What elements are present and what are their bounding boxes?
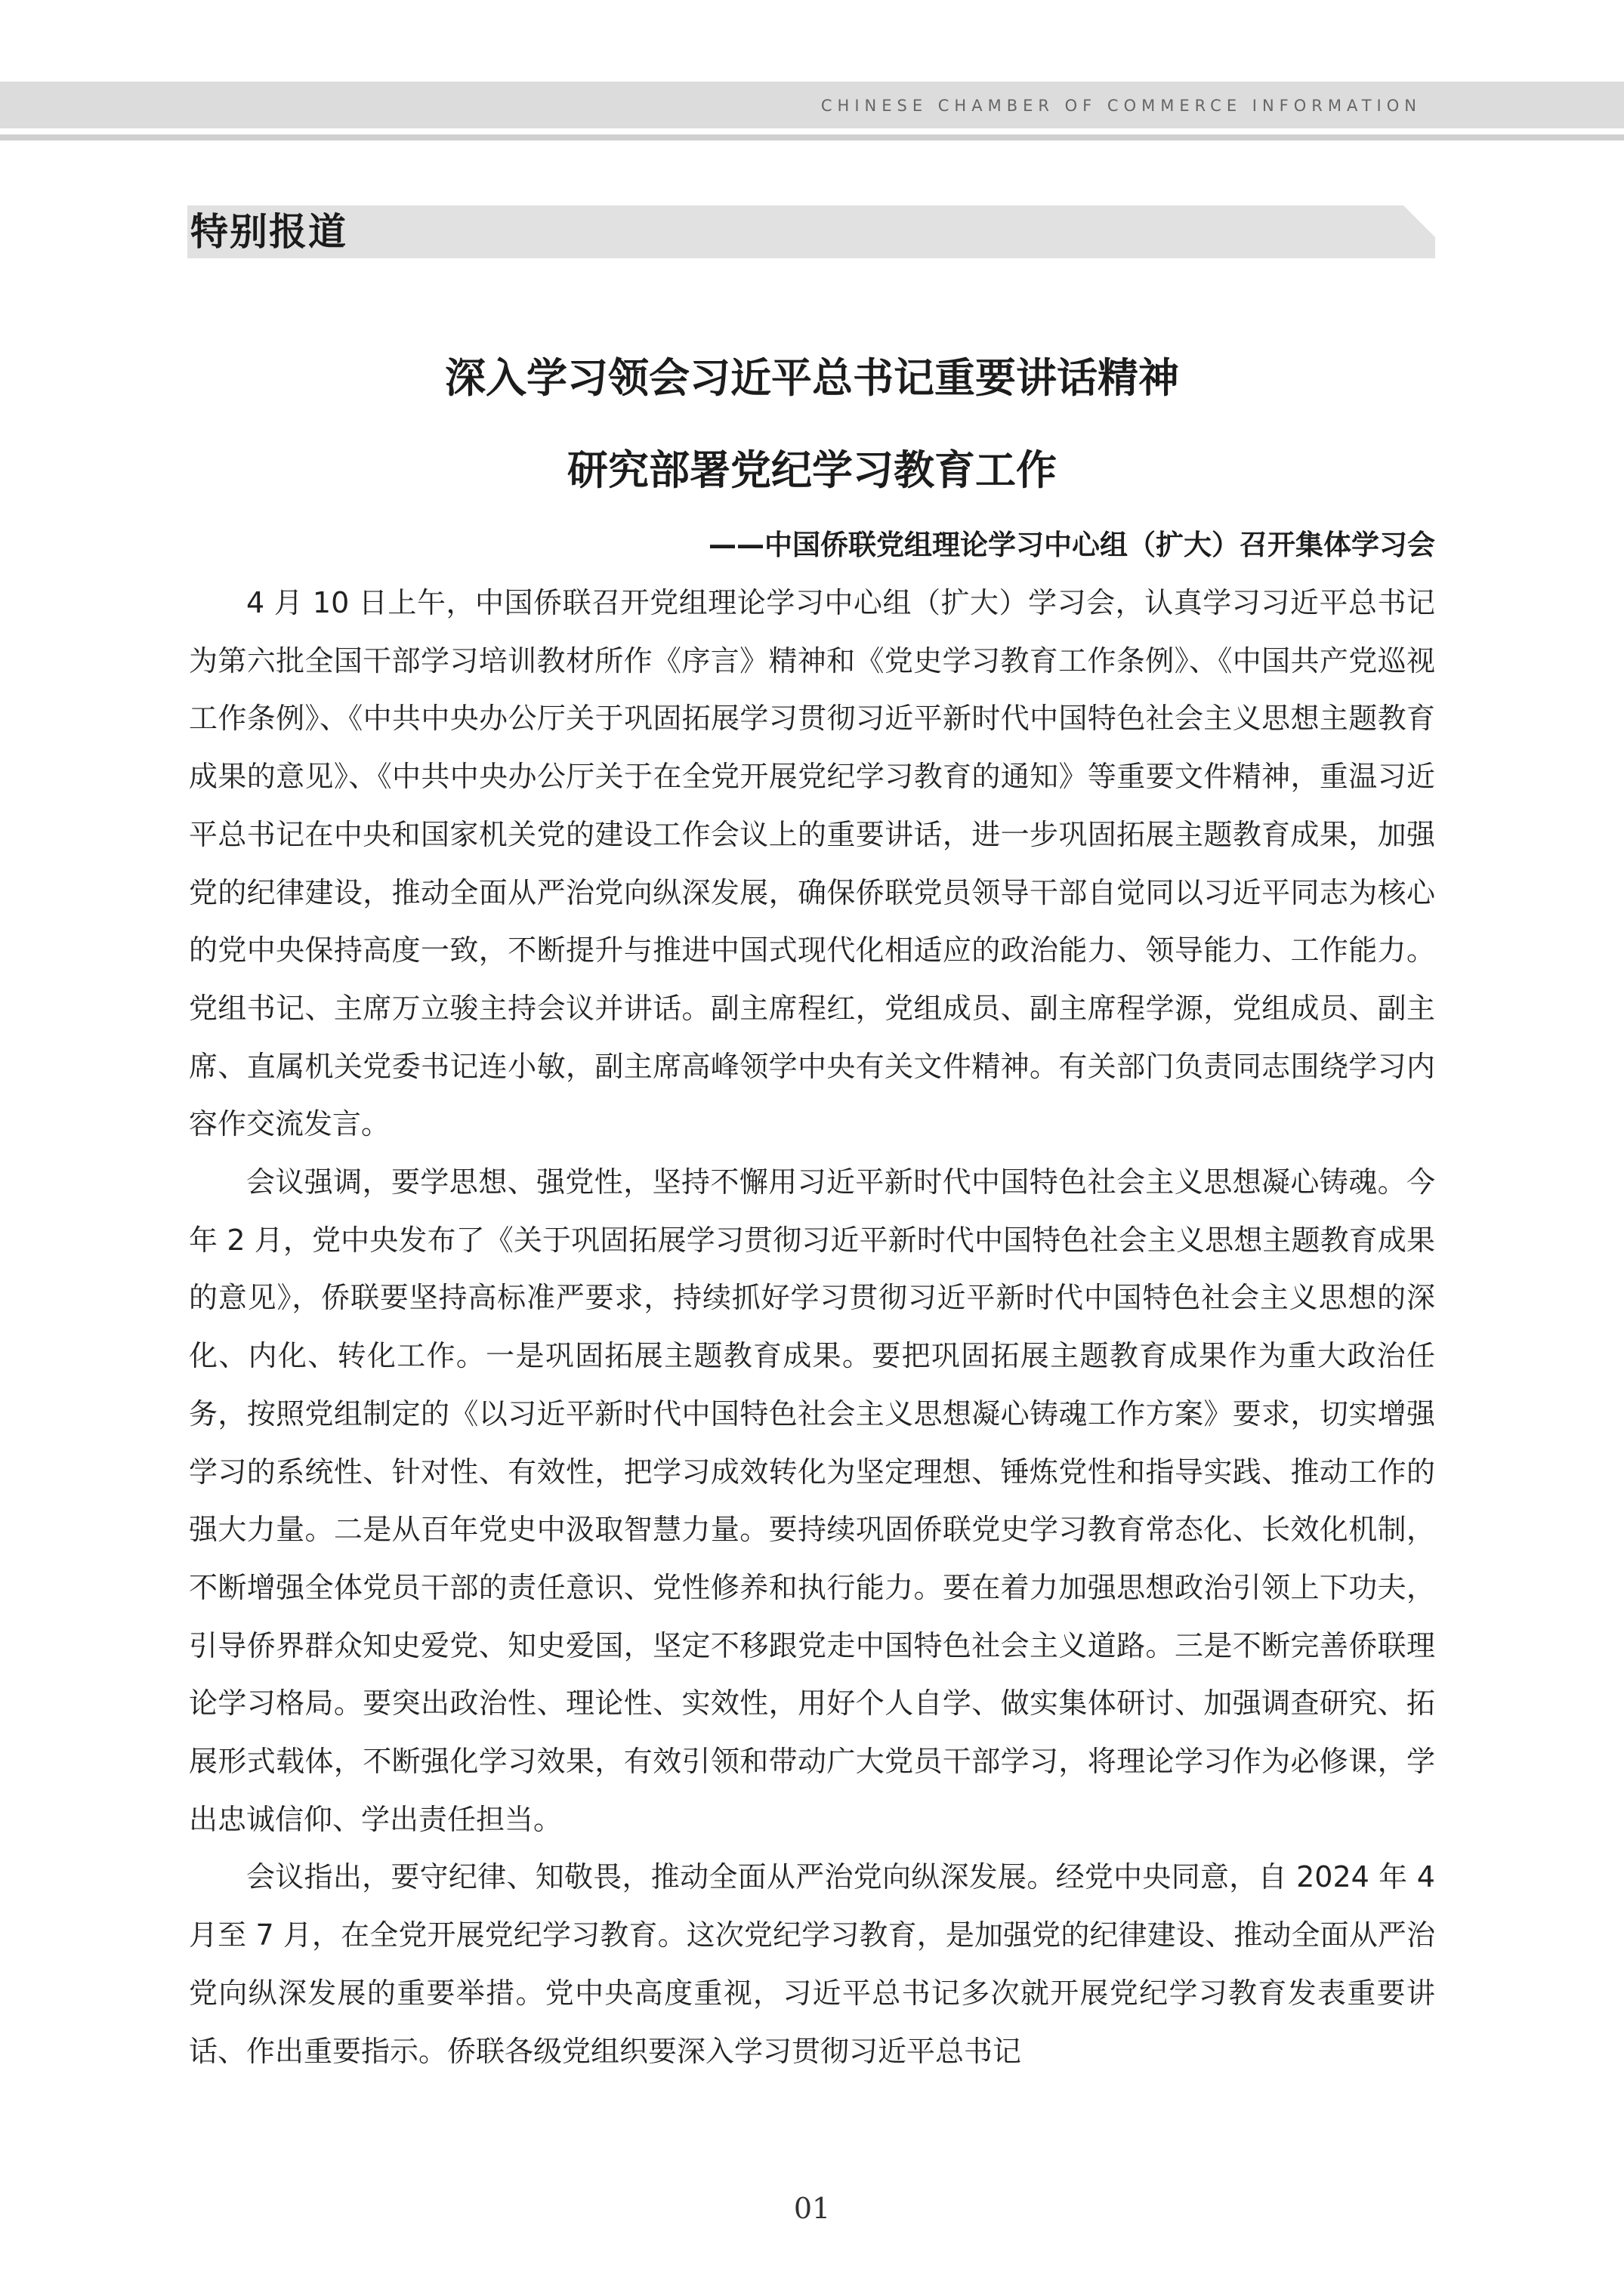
article-paragraph-2: 会议强调，要学思想、强党性，坚持不懈用习近平新时代中国特色社会主义思想凝心铸魂。今年 2 月，党中央发布了《关于巩固拓展学习贯彻习近平新时代中国特色社会主义思想主题教育成果的意见》，侨联要坚持高标准严要求，持续抓好学习贯彻习近平新时代中国特色社会主义思想的深化、内化、转化工作。一是巩固拓展主题教育成果。要把巩固拓展主题教育成果作为重大政治任务，按照党组制定的《以习近平新时代中国特色社会主义思想凝心铸魂工作方案》要求，切实增强学习的系统性、针对性、有效性，把学习成效转化为坚定理想、锤炼党性和指导实践、推动工作的强大力量。二是从百年党史中汲取智慧力量。要持续巩固侨联党史学习教育常态化、长效化机制，不断增强全体党员干部的责任意识、党性修养和执行能力。要在着力加强思想政治引领上下功夫，引导侨界群众知史爱党、知史爱国，坚定不移跟党走中国特色社会主义道路。三是不断完善侨联理论学习格局。要突出政治性、理论性、实效性，用好个人自学、做实集体研讨、加强调查研究、拓展形式载体，不断强化学习效果，有效引领和带动广大党员干部学习，将理论学习作为必修课，学出忠诚信仰、学出责任担当。 bbox=[189, 1165, 1435, 1836]
masthead: CHINESE CHAMBER OF COMMERCE INFORMATION bbox=[820, 97, 1422, 115]
section-label: 特别报道 bbox=[190, 209, 347, 254]
article-subtitle: ——中国侨联党组理论学习中心组（扩大）召开集体学习会 bbox=[709, 529, 1435, 561]
section-bar bbox=[187, 205, 1435, 258]
article-paragraph-3: 会议指出，要守纪律、知敬畏，推动全面从严治党向纵深发展。经党中央同意，自 2024 年 4 月至 7 月，在全党开展党纪学习教育。这次党纪学习教育，是加强党的纪律建设、推动全面从严治党向纵深发展的重要举措。党中央高度重视，习近平总书记多次就开展党纪学习教育发表重要讲话、作出重要指示。侨联各级党组织要深入学习贯彻习近平总书记 bbox=[189, 1860, 1435, 2068]
article-paragraph-1: 4 月 10 日上午，中国侨联召开党组理论学习中心组（扩大）学习会，认真学习习近平总书记为第六批全国干部学习培训教材所作《序言》精神和《党史学习教育工作条例》、《中国共产党巡视工作条例》、《中共中央办公厅关于巩固拓展学习贯彻习近平新时代中国特色社会主义思想主题教育成果的意见》、《中共中央办公厅关于在全党开展党纪学习教育的通知》等重要文件精神，重温习近平总书记在中央和国家机关党的建设工作会议上的重要讲话，进一步巩固拓展主题教育成果，加强党的纪律建设，推动全面从严治党向纵深发展，确保侨联党员领导干部自觉同以习近平同志为核心的党中央保持高度一致，不断提升与推进中国式现代化相适应的政治能力、领导能力、工作能力。党组书记、主席万立骏主持会议并讲话。副主席程红，党组成员、副主席程学源，党组成员、副主席、直属机关党委书记连小敏，副主席高峰领学中央有关文件精神。有关部门负责同志围绕学习内容作交流发言。 bbox=[189, 586, 1435, 1141]
page-number: 01 bbox=[793, 2192, 831, 2225]
article bbox=[189, 332, 1435, 2080]
article-title-line-1: 深入学习领会习近平总书记重要讲话精神 bbox=[445, 354, 1179, 402]
article-title-line-2: 研究部署党纪学习教育工作 bbox=[567, 446, 1057, 494]
